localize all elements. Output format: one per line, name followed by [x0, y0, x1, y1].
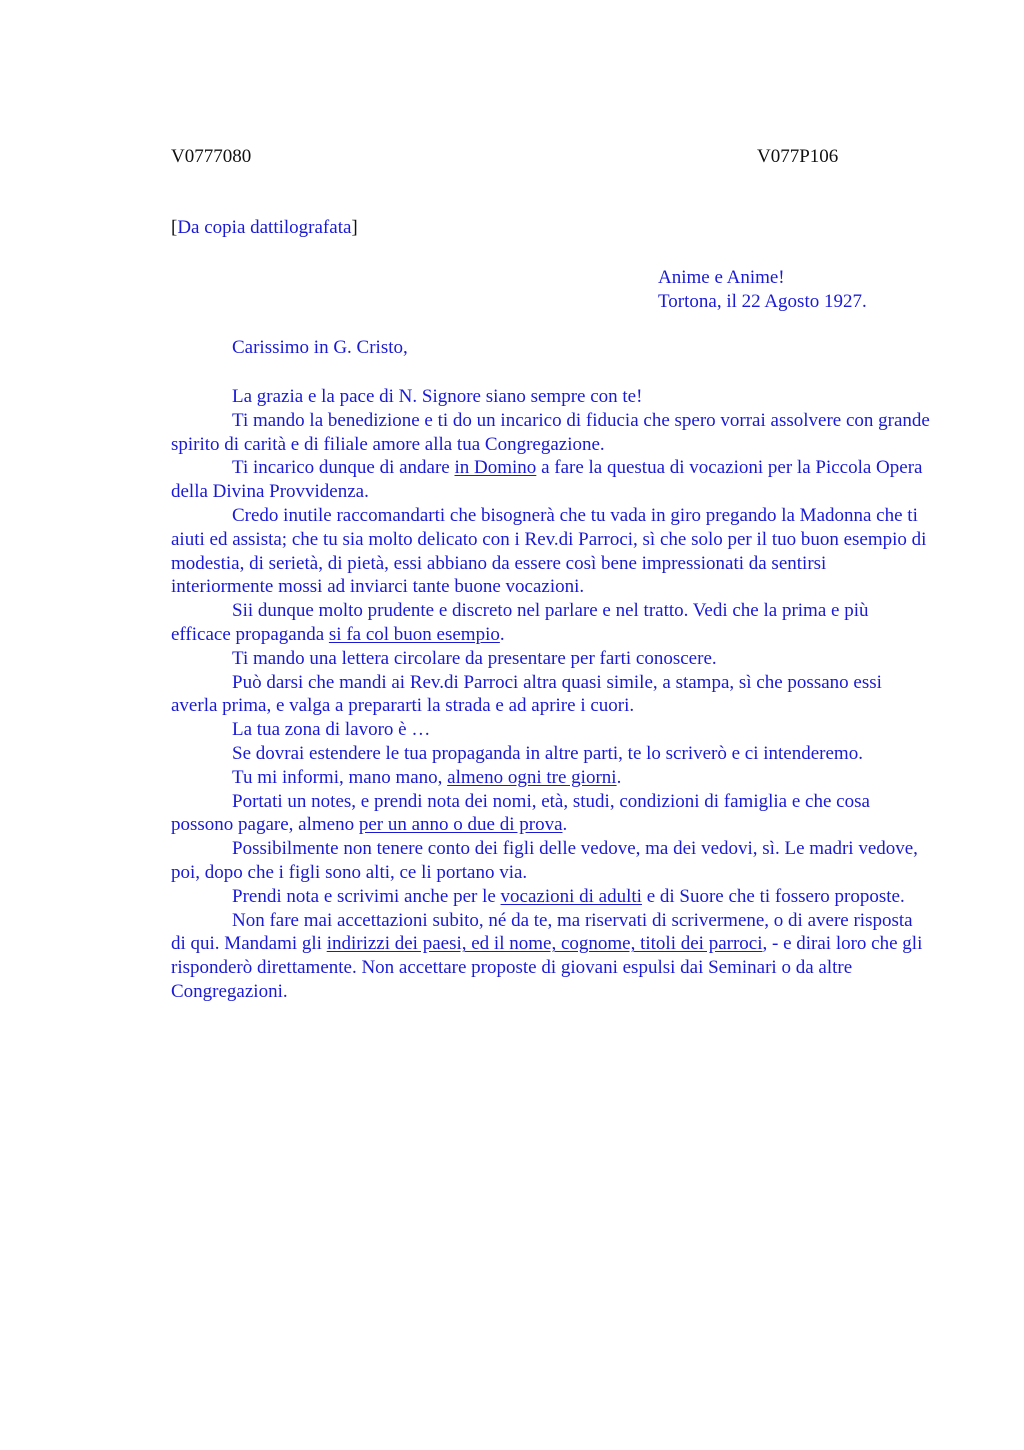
- paragraph-text: .: [616, 766, 622, 788]
- letter-heading: [658, 266, 867, 314]
- paragraph-text: .: [562, 814, 568, 836]
- paragraph: Ti mando una lettera circolare da presentare per farti conoscere.: [232, 647, 717, 669]
- paragraph-text: a fare la questua di vocazioni per la Piccola Opera della Divina Provvidenza.: [171, 457, 923, 503]
- underlined-text: si fa col buon esempio: [328, 623, 500, 645]
- letter-body: [171, 385, 931, 1004]
- document-code-right: V077P106: [757, 146, 839, 167]
- paragraph-text: e di Suore che ti fossero proposte.: [641, 885, 905, 907]
- paragraph: [171, 909, 931, 1004]
- paragraph: Ti mando la benedizione e ti do un incarico di fiducia che spero vorrai assolvere con grande spirito di carità e di filiale amore alla tua Congregazione.: [171, 409, 930, 455]
- paragraph: [171, 790, 931, 838]
- paragraph-text: Non fare mai accettazioni subito, né da te, ma riservati di scrivermene, o di avere risposta di qui. Mandami gli: [171, 909, 913, 955]
- paragraph: [171, 456, 931, 504]
- paragraph-text: .: [499, 623, 505, 645]
- paragraph-text: Ti incarico dunque di andare: [232, 457, 455, 479]
- source-note-close-bracket: ]: [351, 217, 358, 238]
- underlined-text: indirizzi dei paesi, ed il nome, cognome, titoli dei parroci: [326, 933, 763, 955]
- letter-motto: Anime e Anime!: [658, 267, 785, 288]
- source-note-open-bracket: [: [171, 217, 178, 238]
- paragraph: Possibilmente non tenere conto dei figli delle vedove, ma dei vedovi, sì. Le madri vedove, poi, dopo che i figli sono alti, ce li portano via.: [171, 838, 918, 883]
- paragraph: La tua zona di lavoro è …: [232, 719, 431, 741]
- underlined-text: vocazioni di adulti: [500, 885, 642, 907]
- paragraph-text: Tu mi informi, mano mano,: [232, 766, 448, 788]
- paragraph: [171, 885, 931, 909]
- letter-place-date: Tortona, il 22 Agosto 1927.: [658, 291, 867, 312]
- paragraph: La grazia e la pace di N. Signore siano sempre con te!: [232, 386, 643, 407]
- underlined-text: per un anno o due di prova: [358, 814, 563, 836]
- paragraph: Può darsi che mandi ai Rev.di Parroci altra quasi simile, a stampa, sì che possano essi averla prima, e valga a prepararti la strada e ad aprire i cuori.: [171, 671, 882, 717]
- paragraph: [171, 766, 931, 790]
- source-note-text: Da copia dattilografata: [177, 217, 352, 238]
- paragraph-text: Portati un notes, e prendi nota dei nomi, età, studi, condizioni di famiglia e che cosa possono pagare, almeno: [171, 790, 870, 836]
- letter-salutation: Carissimo in G. Cristo,: [232, 337, 408, 358]
- paragraph: [171, 599, 931, 647]
- source-note: [171, 217, 358, 239]
- paragraph-text: Prendi nota e scrivimi anche per le: [232, 885, 501, 907]
- paragraph-text: Sii dunque molto prudente e discreto nel parlare e nel tratto. Vedi che la prima e più efficace propaganda: [171, 600, 869, 645]
- underlined-text: almeno ogni tre giorni: [447, 766, 617, 788]
- document-code-left: V0777080: [171, 146, 252, 167]
- underlined-text: in Domino: [454, 457, 537, 479]
- paragraph: Se dovrai estendere le tua propaganda in altre parti, te lo scriverò e ci intenderemo.: [232, 742, 863, 764]
- paragraph-text: , - e dirai loro che gli risponderò direttamente. Non accettare proposte di giovani espulsi dai Seminari o da altre Congregazioni.: [171, 933, 923, 1002]
- paragraph: Credo inutile raccomandarti che bisognerà che tu vada in giro pregando la Madonna che ti aiuti ed assista; che tu sia molto delicato con i Rev.di Parroci, sì che solo per il tuo buon esempio di modestia, di serietà, di pietà, essi abbiano da essere così bene impressionati da sentirsi interiormente mossi ad inviarci tante buone vocazioni.: [171, 504, 927, 598]
